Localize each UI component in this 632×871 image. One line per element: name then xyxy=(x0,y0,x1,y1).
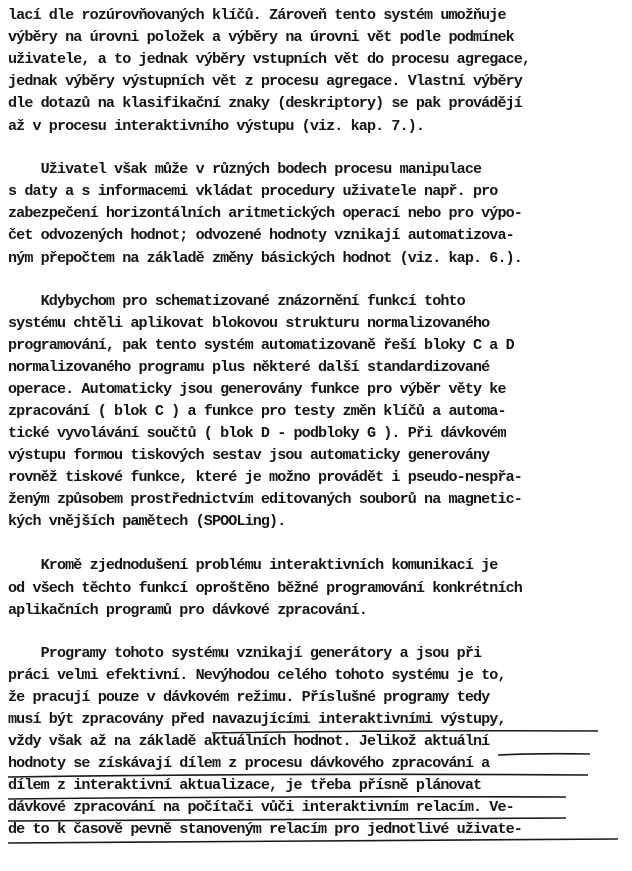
text-line: operace. Automaticky jsou generovány funkce pro výběr věty ke xyxy=(8,380,506,398)
text-line: výstupu formou tiskových sestav jsou automaticky generovány xyxy=(8,446,490,464)
text-line: že pracují pouze v dávkovém režimu. Příslušné programy tedy xyxy=(8,688,490,706)
underline-mark xyxy=(498,754,590,755)
text-line: od všech těchto funkcí oproštěno běžné programování konkrétních xyxy=(8,579,522,597)
text-line: Kromě zjednodušení problému interaktivních komunikací je xyxy=(8,556,498,574)
text-line: ženým způsobem prostřednictvím editovaných souborů na magnetic- xyxy=(8,490,522,508)
text-line: Programy tohoto systému vznikají generátory a jsou při xyxy=(8,644,482,662)
text-line: dle dotazů na klasifikační znaky (deskriptory) se pak provádějí xyxy=(8,94,522,112)
text-line: výběry na úrovni položek a výběry na úrovni vět podle podmínek xyxy=(8,28,514,46)
text-line: systému chtěli aplikovat blokovou strukturu normalizovaného xyxy=(8,314,490,332)
text-line: programování, pak tento systém automatizovaně řeší bloky C a D xyxy=(8,336,514,354)
text-line: ným přepočtem na základě změny básických hodnot (viz. kap. 6.). xyxy=(8,249,522,267)
text-line: aplikačních programů pro dávkové zpracování. xyxy=(8,601,367,619)
text-line: zabezpečení horizontálních aritmetických operací nebo pro výpo- xyxy=(8,204,522,222)
text-line: Uživatel však může v různých bodech procesu manipulace xyxy=(8,160,482,178)
text-line: uživatele, a to jednak výběry vstupních vět do procesu agregace, xyxy=(8,50,531,68)
text-line: práci velmi efektivní. Nevýhodou celého tohoto systému je to, xyxy=(8,666,506,684)
text-line: tické vyvolávání součtů ( blok D - podbloky G ). Při dávkovém xyxy=(8,424,506,442)
text-line: s daty a s informacemi vkládat procedury uživatele např. pro xyxy=(8,182,498,200)
text-line: Kdybychom pro schematizované znázornění funkcí tohto xyxy=(8,292,465,310)
text-line: čet odvozených hodnot; odvozené hodnoty vznikají automatizova- xyxy=(8,226,514,244)
text-line: kých vnějších pamětech (SPOOLing). xyxy=(8,512,286,530)
text-line: hodnoty se získávají dílem z procesu dávkového zpracování a xyxy=(8,754,490,772)
text-line: dávkové zpracování na počítači vůči interaktivním relacím. Ve- xyxy=(8,798,514,816)
text-line: lací dle rozúrovňovaných klíčů. Zároveň tento systém umožňuje xyxy=(8,6,506,24)
text-line: zpracování ( blok C ) a funkce pro testy změn klíčů a automa- xyxy=(8,402,506,420)
text-line: musí být zpracovány před navazujícími interaktivními výstupy, xyxy=(8,710,506,728)
text-line: vždy však až na základě aktuálních hodnot. Jelikož aktuální xyxy=(8,732,490,750)
text-line: jednak výběry výstupních vět z procesu agregace. Vlastní výběry xyxy=(8,72,522,90)
text-line: až v procesu interaktivního výstupu (viz. kap. 7.). xyxy=(8,117,425,135)
text-line: de to k časově pevně stanoveným relacím pro jednotlivé uživate- xyxy=(8,820,522,838)
text-line: normalizovaného programu plus některé další standardizované xyxy=(8,358,490,376)
text-line: rovněž tiskové funkce, které je možno provádět i pseudo-nespřa- xyxy=(8,468,522,486)
text-line: dílem z interaktivní aktualizace, je třeba přísně plánovat xyxy=(8,776,482,794)
